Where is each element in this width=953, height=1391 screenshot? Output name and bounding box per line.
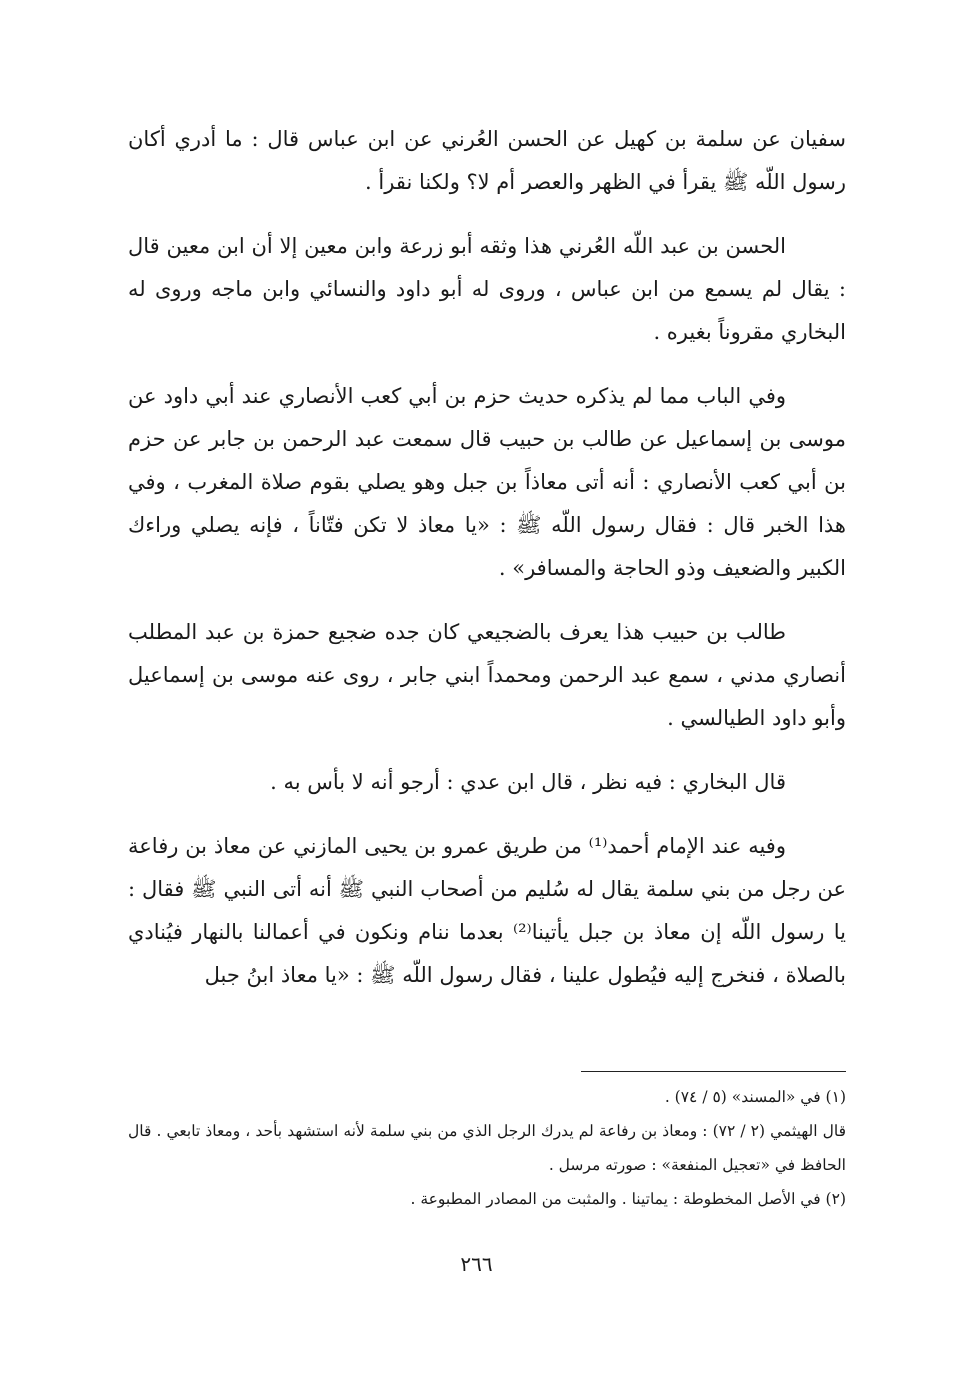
- footnote-1: (١) في «المسند» (٥ / ٧٤) .: [664, 1088, 846, 1106]
- main-text: [128, 118, 846, 997]
- footnote-divider: [581, 1071, 846, 1072]
- footnotes: [128, 1080, 846, 1216]
- paragraph-1: سفيان عن سلمة بن كهيل عن الحسن العُرني عن ابن عباس قال : ما أدري أكان رسول اللّه ﷺ يقرأ في الظهر والعصر أم لا؟ ولكنا نقرأ .: [128, 127, 846, 194]
- paragraph-4: طالب بن حبيب هذا يعرف بالضجيعي كان جده ضجيع حمزة بن عبد المطلب أنصاري مدني ، سمع عبد الرحمن ومحمداً ابني جابر ، روى عنه موسى بن إسماعيل وأبو داود الطيالسي .: [128, 620, 846, 730]
- footnote-2: (٢) في الأصل المخطوطة : يماتينا . والمثبت من المصادر المطبوعة .: [410, 1190, 846, 1208]
- paragraph-3: وفي الباب مما لم يذكره حديث حزم بن أبي كعب الأنصاري عند أبي داود عن موسى بن إسماعيل عن طالب بن حبيب قال سمعت عبد الرحمن بن جابر عن حزم بن أبي كعب الأنصاري : أنه أتى معاذاً بن جبل وهو يصلي بقوم صلاة المغرب ، وفي هذا الخبر قال : فقال رسول اللّه ﷺ : «يا معاذ لا تكن فتّاناً ، فإنه يصلي وراءك الكبير والضعيف وذو الحاجة والمسافر» .: [128, 384, 846, 580]
- paragraph-6: وفيه عند الإمام أحمد⁽¹⁾ من طريق عمرو بن يحيى المازني عن معاذ بن رفاعة عن رجل من بني سلمة يقال له سُليم من أصحاب النبي ﷺ أنه أتى النبي ﷺ فقال : يا رسول اللّه إن معاذ بن جبل يأتينا⁽²⁾ بعدما ننام ونكون في أعمالنا بالنهار فيُنادي بالصلاة ، فنخرج إليه فيُطول علينا ، فقال رسول اللّه ﷺ : «يا معاذ ابنُ جبل: [128, 834, 846, 987]
- footnote-1-continuation: قال الهيثمي (٢ / ٧٢) : ومعاذ بن رفاعة لم يدرك الرجل الذي من بني سلمة لأنه استشهد بأحد ، ومعاذ تابعي . قال الحافظ في «تعجيل المنفعة» : صورته مرسل .: [128, 1122, 847, 1174]
- page-number: ٢٦٦: [460, 1252, 493, 1276]
- paragraph-5: قال البخاري : فيه نظر ، قال ابن عدي : أرجو أنه لا بأس به .: [270, 770, 786, 794]
- paragraph-2: الحسن بن عبد اللّه العُرني هذا وثقه أبو زرعة وابن معين إلا أن ابن معين قال : يقال لم يسمع من ابن عباس ، وروى له أبو داود والنسائي وابن ماجه وروى له البخاري مقروناً بغيره .: [128, 234, 846, 344]
